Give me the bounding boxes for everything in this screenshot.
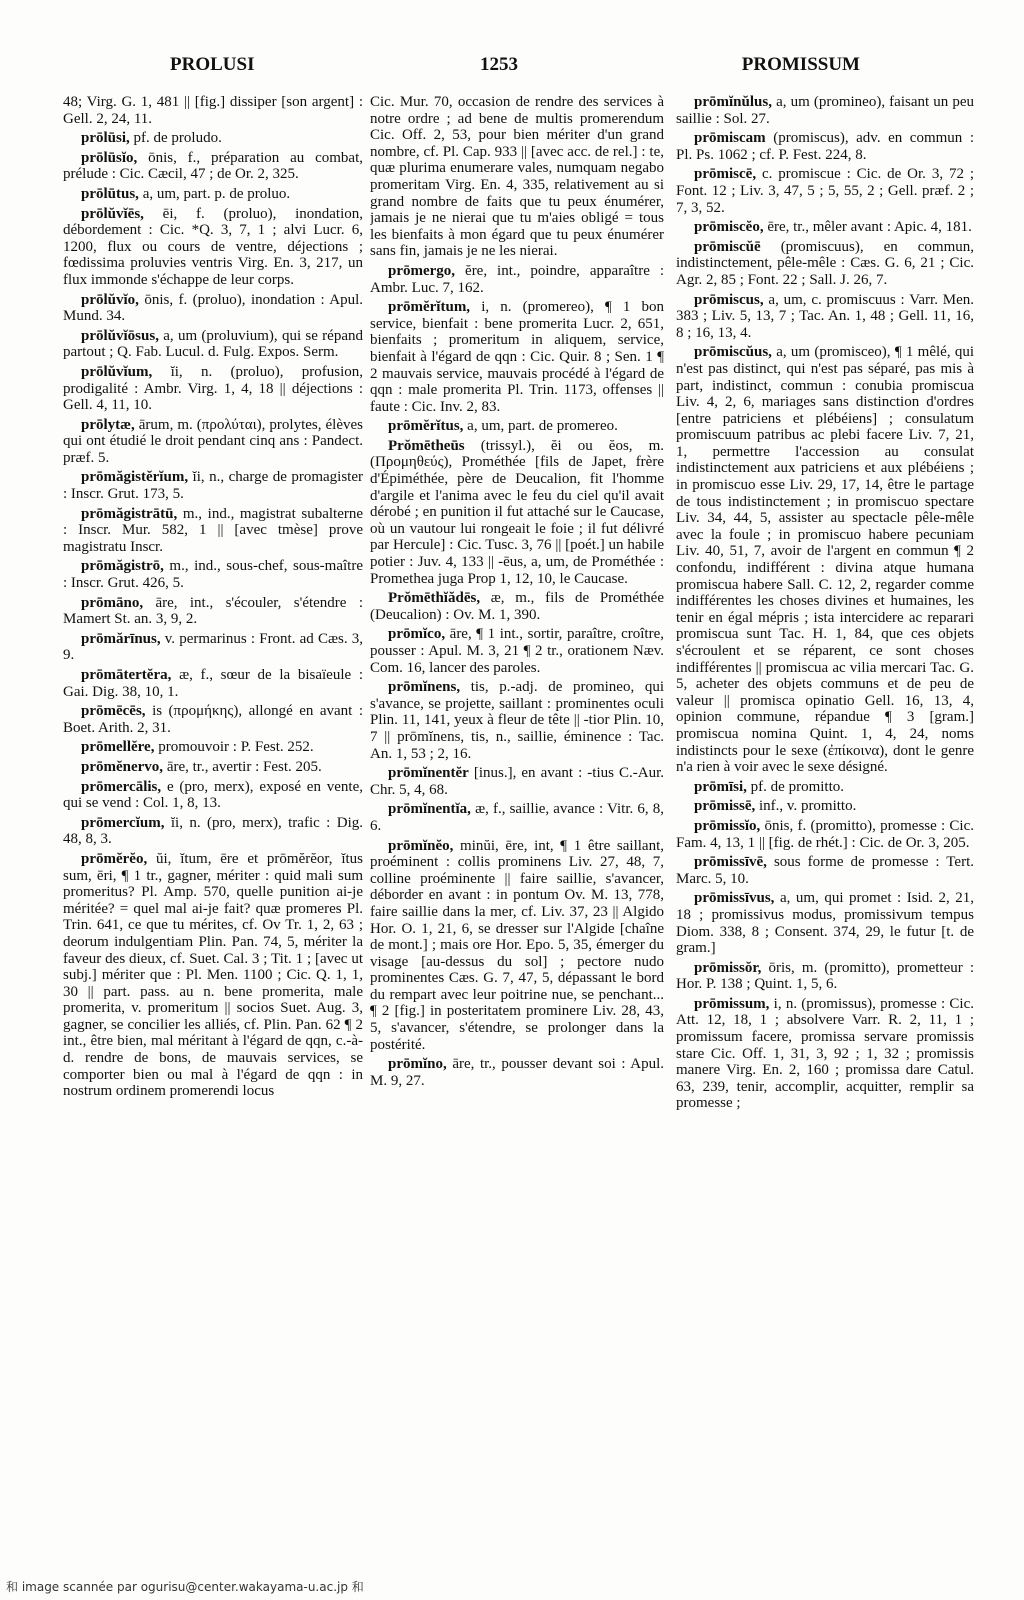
entry-headword: prōlŭvĭo,	[81, 291, 139, 308]
entry-definition: ŭi, ĭtum, ēre et prōmĕrĕor, ĭtus sum, ēri, ¶ 1 tr., gagner, mériter : quid mali sum promeritus? Pl. Amp. 570, quelle punition ai-je méritée? = quel mal ai-je fait? quæ promeres Pl. Trin. 641, ce que tu mérites, cf. Ov Tr. 1, 2, 63 ; deorum indulgentiam Plin. Pan. 74, 5, mériter la faveur des dieux, cf. Suet. Cal. 3 ; Tit. 1 ; [avec ut subj.] mériter que : Pl. Men. 1100 ; Cic. Q. 1, 1, 30 || part. pass. au n. bene promerita, male promerita, v. promeritum || socios Suet. Aug. 3, gagner, se concilier les alliés, cf. Plin. Pan. 62 ¶ 2 int., être bien, mal méritant à l'égard de qqn, c.-à-d. rendre de bons, de mauvais services, se comporter bien ou mal à l'égard de qqn : in nostrum ordinem promerendi locus	[63, 850, 363, 1100]
entry-headword: prōmiscŭus,	[694, 344, 772, 361]
entry-definition: æ, m., fils de Prométhée (Deucalion) : Ov. M. 1, 390.	[370, 590, 664, 623]
entry-headword: prōmĭnĕo,	[388, 837, 454, 854]
entry-definition: pf. de promitto.	[750, 778, 844, 795]
entry-headword: prōmărīnus,	[81, 630, 161, 647]
entry-headword: prōmiscam	[694, 130, 766, 147]
entry-definition: ĭi, n., charge de promagister : Inscr. Grut. 173, 5.	[63, 469, 363, 503]
entry-definition: a, um, part. p. de proluo.	[142, 185, 291, 202]
dictionary-entry	[370, 765, 664, 798]
entry-headword: prōmĭnentĕr	[388, 765, 469, 782]
dictionary-entry	[676, 344, 974, 775]
entry-headword: prōmercĭum,	[81, 814, 165, 831]
dictionary-entry	[370, 263, 664, 296]
entry-definition: a, um, c. promiscuus : Varr. Men. 383 ; Liv. 5, 13, 7 ; Tac. An. 1, 48 ; Gell. 11, 16, 8 ; 16, 13, 4.	[676, 291, 974, 341]
entry-definition: ĕre, int., poindre, apparaître : Ambr. Luc. 7, 162.	[370, 262, 664, 296]
entry-definition: i, n. (promissus), promesse : Cic. Att. 12, 18, 1 ; absolvere Varr. R. 2, 11, 1 ; promissum facere, promissa servare promissis stare Cic. Off. 1, 31, 3, 92 ; 1, 32 ; promissis manere Virg. En. 2, 160 ; promissa dare Catul. 63, 239, tenir, accomplir, acquitter, remplir sa promesse ;	[676, 995, 974, 1112]
entry-definition: v. permarinus : Front. ad Cæs. 3, 9.	[63, 630, 363, 664]
entry-definition: e (pro, merx), exposé en vente, qui se vend : Col. 1, 8, 13.	[63, 778, 363, 812]
dictionary-entry	[63, 94, 363, 127]
dictionary-entry	[63, 558, 363, 591]
entry-definition: (promiscus), adv. en commun : Pl. Ps. 1062 ; cf. P. Fest. 224, 8.	[676, 130, 974, 163]
entry-definition: a, um (promisceo), ¶ 1 mêlé, qui n'est pas distinct, qui n'est pas séparé, pas mis à part, indistinct, commun : conubia promiscua Liv. 4, 2, 6, mariages sans distinction d'ordres [entre patriciens et plébéiens] ; consulatum promiscuum patribus ac plebi facere Liv. 7, 21, 1, permettre l'accession au consulat indistinctement aux patriciens et aux plébéiens ; in promiscuo esse Liv. 29, 17, 14, être le partage de tous indistinctement ; in promiscuo spectare Liv. 34, 44, 5, assister au spectacle pêle-mêle avec la foule ; in promiscuo habere pecuniam Liv. 40, 51, 7, avoir de l'argent en commun ¶ 2 confondu, indifférent : divina atque humana promiscua habere Sall. C. 12, 2, regarder comme indifférentes les choses divines et humaines, les tenir en égal mépris ; ista intercidere ac reparari promiscua sunt Tac. H. 1, 84, que ces objets s'écroulent et se réparent, ce sont choses indifférentes || promiscua ac vilia mercari Tac. G. 5, acheter des objets communs et de peu de valeur || promisca opinatio Gell. 16, 13, 4, opinion commune, répandue ¶ 3 [gram.] promiscua nomina Quint. 1, 4, 24, noms indistincts pour le sexe (ἐπίκοινα), dont le genre n'a rien à voir avec le sexe désigné.	[676, 344, 974, 776]
entry-definition: ōnis, f., préparation au combat, prélude : Cic. Cæcil, 47 ; de Or. 2, 325.	[63, 149, 363, 183]
entry-headword: prōmĭnens,	[388, 679, 461, 696]
entry-definition: ĭi, n. (proluo), profusion, prodigalité : Ambr. Virg. 1, 4, 18 || déjections : Gell. 4, 11, 10.	[63, 363, 363, 414]
entry-headword: prōmergo,	[388, 262, 456, 279]
entry-headword: prōlŭvĭōsus,	[81, 327, 159, 344]
entry-headword: prōmissŏr,	[694, 959, 762, 976]
entry-headword: prōmercālis,	[81, 778, 162, 795]
dictionary-entry	[676, 779, 974, 796]
entry-headword: prōmiscĕo,	[694, 219, 764, 236]
dictionary-entry	[63, 186, 363, 203]
dictionary-entry	[676, 94, 974, 127]
header-left-guideword: PROLUSI	[170, 54, 255, 75]
entry-definition: āre, tr., avertir : Fest. 205.	[166, 758, 322, 775]
entry-headword: prōmissīvē,	[694, 854, 767, 871]
entry-headword: prōmĭnentĭa,	[388, 801, 471, 818]
dictionary-entry	[63, 815, 363, 848]
dictionary-entry	[676, 890, 974, 956]
entry-definition: m., ind., sous-chef, sous-maître : Inscr. Grut. 426, 5.	[63, 558, 363, 592]
dictionary-entry	[676, 798, 974, 815]
entry-definition: æ, f., saillie, avance : Vitr. 6, 8, 6.	[370, 801, 664, 834]
header-right-guideword: PROMISSUM	[741, 54, 860, 75]
entry-definition: 48; Virg. G. 1, 481 || [fig.] dissiper [son argent] : Gell. 2, 24, 11.	[63, 94, 363, 127]
entry-definition: a, um, qui promet : Isid. 2, 21, 18 ; promissivus modus, promissivum tempus Diom. 338, 8 ; Consent. 374, 29, le futur [t. de gram.]	[676, 890, 974, 957]
entry-definition: tis, p.-adj. de promineo, qui s'avance, se projette, saillant : prominentes oculi Plin. 11, 141, yeux à fleur de tête || -tior Plin. 10, 7 || prōmĭnens, tis, n., saillie, éminence : Tac. An. 1, 53 ; 2, 16.	[370, 679, 664, 762]
dictionary-entry	[676, 960, 974, 993]
entry-definition: promouvoir : P. Fest. 252.	[158, 739, 314, 756]
dictionary-entry	[63, 703, 363, 736]
entry-definition: Cic. Mur. 70, occasion de rendre des services à notre ordre ; ad bene de multis promerendum Cic. Off. 2, 53, pour bien mériter d'un grand nombre, cf. Pl. Cap. 933 || [avec acc. de rel.] : te, quæ plurima enumerare vales, numquam negabo promeritam Virg. En. 4, 335, relativement au si grand nombre de faits que tu peux énumérer, jamais je ne nierai que tu m'aies obligé = tous les bienfaits à mon égard que tu peux énumérer sans fin, jamais je ne les nierai.	[370, 94, 664, 260]
entry-headword: prōmissĭo,	[694, 817, 761, 834]
entry-definition: ārum, m. (προλύται), prolytes, élèves qui ont étudié le droit pendant cinq ans : Pandect. præf. 5.	[63, 416, 363, 466]
dictionary-entry	[370, 801, 664, 834]
entry-definition: c. promiscue : Cic. de Or. 3, 72 ; Font. 12 ; Liv. 3, 47, 5 ; 5, 55, 2 ; Gell. præf. 2 ; 7, 3, 52.	[676, 166, 974, 216]
dictionary-entry	[370, 418, 664, 435]
dictionary-entry	[63, 667, 363, 700]
dictionary-entry	[676, 818, 974, 851]
dictionary-entry	[676, 292, 974, 342]
entry-definition: m., ind., magistrat subalterne : Inscr. Mur. 582, 1 || [avec tmèse] prove magistratu Inscr.	[63, 505, 363, 555]
dictionary-entry	[370, 94, 664, 260]
entry-headword: prōlūtus,	[81, 185, 139, 202]
entry-headword: Prŏmēthĭădēs,	[388, 590, 481, 607]
entry-definition: āre, int., s'écouler, s'étendre : Mamert St. an. 3, 9, 2.	[63, 594, 363, 628]
entry-definition: (trissyl.), ĕi ou ĕos, m. (Προμηθεύς), Prométhée [fils de Japet, frère d'Épiméthée, père de Deucalion, fit l'homme d'argile et l'anima avec le feu du ciel qu'il avait dérobé ; en punition il fut attaché sur le Caucase, où un vautour lui rongeait le foie ; il fut délivré par Hercule] : Cic. Tusc. 3, 76 || [poét.] un habile potier : Juv. 4, 133 || -ēus, a, um, de Prométhée : Promethea juga Prop 1, 12, 10, le Caucase.	[370, 437, 664, 587]
dictionary-entry	[63, 206, 363, 289]
entry-headword: prōmĕrĕo,	[81, 850, 148, 867]
dictionary-entry	[63, 759, 363, 776]
entry-definition: is (προμήκης), allongé en avant : Boet. Arith. 2, 31.	[63, 703, 363, 736]
dictionary-entry	[370, 438, 664, 587]
dictionary-entry	[676, 219, 974, 236]
entry-headword: prōmātertĕra,	[81, 667, 172, 683]
entry-definition: āre, ¶ 1 int., sortir, paraître, croître, pousser : Apul. M. 3, 21 ¶ 2 tr., orationem Næv. Com. 16, lancer des paroles.	[370, 626, 664, 676]
entry-headword: prōmĭno,	[388, 1056, 447, 1073]
dictionary-entry	[370, 838, 664, 1054]
dictionary-entry	[63, 292, 363, 325]
scan-credit-footer: 和 image scannée par ogurisu@center.wakayama-u.ac.jp 和	[6, 1580, 364, 1594]
entry-headword: prōmĕrĭtum,	[388, 299, 471, 316]
dictionary-entry	[63, 631, 363, 664]
entry-definition: ĭi, n. (pro, merx), trafic : Dig. 48, 8, 3.	[63, 814, 363, 848]
entry-headword: prōmiscus,	[694, 291, 764, 308]
dictionary-entry	[676, 130, 974, 163]
entry-headword: prōmiscŭē	[694, 238, 761, 255]
entry-definition: a, um (promineo), faisant un peu saillie : Sol. 27.	[676, 94, 974, 127]
dictionary-entry	[63, 417, 363, 467]
dictionary-entry	[63, 328, 363, 361]
entry-definition: ōris, m. (promitto), prometteur : Hor. P. 138 ; Quint. 1, 5, 6.	[676, 959, 974, 993]
entry-definition: sous forme de promesse : Tert. Marc. 5, 10.	[676, 854, 974, 887]
dictionary-entry	[676, 239, 974, 289]
page-header	[170, 54, 860, 84]
entry-headword: prōlytæ,	[81, 416, 135, 433]
dictionary-entry	[370, 626, 664, 676]
dictionary-entry	[63, 506, 363, 556]
page-number: 1253	[480, 54, 518, 75]
dictionary-entry	[63, 779, 363, 812]
entry-definition: a, um (proluvium), qui se répand partout ; Q. Fab. Lucul. d. Fulg. Expos. Serm.	[63, 327, 363, 361]
entry-definition: ēi, f. (proluo), inondation, débordement : Cic. *Q. 3, 7, 1 ; alvi Lucr. 6, 1200, flux ou cours de ventre, déjections ; fœdissima proluvies ventris Virg. En. 3, 217, un flux immonde s'échappe de leur corps.	[63, 205, 363, 288]
entry-definition: ōnis, f. (proluo), inondation : Apul. Mund. 34.	[63, 291, 363, 325]
dictionary-entry	[63, 469, 363, 502]
entry-headword: prōmĕrĭtus,	[388, 418, 464, 435]
entry-headword: prōmīsi,	[694, 778, 747, 795]
dictionary-entry	[676, 854, 974, 887]
dictionary-entry	[676, 166, 974, 216]
dictionary-entry	[63, 851, 363, 1100]
entry-headword: prōlŭvĭum,	[81, 363, 153, 380]
entry-definition: pf. de proludo.	[133, 130, 222, 147]
column-middle	[370, 94, 664, 1514]
dictionary-entry	[370, 590, 664, 623]
entry-definition: [inus.], en avant : -tius C.-Aur. Chr. 5, 4, 68.	[370, 765, 664, 798]
entry-headword: prōmissīvus,	[694, 890, 775, 907]
entry-headword: prōmăgistĕrĭum,	[81, 469, 189, 486]
entry-headword: prōmēcēs,	[81, 703, 146, 720]
entry-headword: Prŏmētheūs	[388, 437, 465, 454]
dictionary-entry	[63, 364, 363, 414]
dictionary-entry	[370, 1056, 664, 1089]
entry-headword: prōmissum,	[694, 995, 770, 1012]
dictionary-entry	[676, 996, 974, 1112]
dictionary-entry	[63, 739, 363, 756]
entry-definition: æ, f., sœur de la bisaïeule : Gai. Dig. 38, 10, 1.	[63, 667, 363, 700]
entry-headword: prōmellĕre,	[81, 739, 155, 756]
entry-headword: prōlūsi,	[81, 130, 130, 147]
entry-definition: minŭi, ēre, int, ¶ 1 être saillant, proéminent : collis prominens Liv. 27, 48, 7, colline proéminente || faire saillie, s'avancer, déborder en avant : in pontum Ov. M. 13, 778, faire saillie dans la mer, cf. Liv. 37, 23 || Algido Hor. O. 1, 21, 6, se dresser sur l'Algide [chaîne de mont.] ; mais ore Hor. Epo. 5, 35, émerger du visage [au-dessus du sol] ; pectore nudo prominentes Cæs. G. 7, 47, 5, dépassant le bord du rempart avec leur poitrine nue, se penchant... ¶ 2 [fig.] in posteritatem prominere Liv. 28, 43, 5, s'avancer, s'étendre, se prolonger dans la postérité.	[370, 837, 664, 1053]
entry-headword: prōmĭnŭlus,	[694, 94, 772, 110]
entry-definition: a, um, part. de promereo.	[467, 418, 618, 435]
entry-definition: ēre, tr., mêler avant : Apic. 4, 181.	[767, 219, 972, 236]
entry-headword: prōlūsĭo,	[81, 149, 138, 166]
entry-definition: āre, tr., pousser devant soi : Apul. M. 9, 27.	[370, 1056, 664, 1089]
column-left	[63, 94, 363, 1514]
entry-headword: prōmăgistrātū,	[81, 505, 178, 522]
entry-headword: prōmissē,	[694, 798, 756, 815]
dictionary-entry	[63, 130, 363, 147]
entry-headword: prōmăgistrō,	[81, 558, 164, 575]
entry-headword: prōmĭco,	[388, 626, 446, 643]
entry-definition: ōnis, f. (promitto), promesse : Cic. Fam. 4, 13, 1 || [fig. de rhét.] : Cic. de Or. 3, 205.	[676, 817, 974, 851]
entry-headword: prōmĕnervo,	[81, 758, 164, 775]
dictionary-entry	[370, 679, 664, 762]
entry-headword: prōlŭvĭēs,	[81, 205, 144, 222]
dictionary-entry	[370, 299, 664, 415]
entry-headword: prōmiscē,	[694, 166, 757, 183]
entry-headword: prōmāno,	[81, 594, 144, 611]
column-right	[676, 94, 974, 1514]
entry-definition: (promiscuus), en commun, indistinctement, pêle-mêle : Cæs. G. 6, 21 ; Cic. Agr. 2, 85 ; Font. 22 ; Sall. J. 26, 7.	[676, 238, 974, 288]
dictionary-entry	[63, 595, 363, 628]
dictionary-entry	[63, 150, 363, 183]
entry-definition: i, n. (promereo), ¶ 1 bon service, bienfait : bene promerita Lucr. 2, 651, bienfaits ; promeritum in aliquem, service, bienfait à l'égard de qqn : Cic. Quir. 8 ; Sen. 1 ¶ 2 mauvais service, mauvais procédé à l'égard de qqn : male promerita Pl. Trin. 1173, offenses || faute : Cic. Inv. 2, 83.	[370, 299, 664, 415]
entry-definition: inf., v. promitto.	[759, 798, 857, 815]
